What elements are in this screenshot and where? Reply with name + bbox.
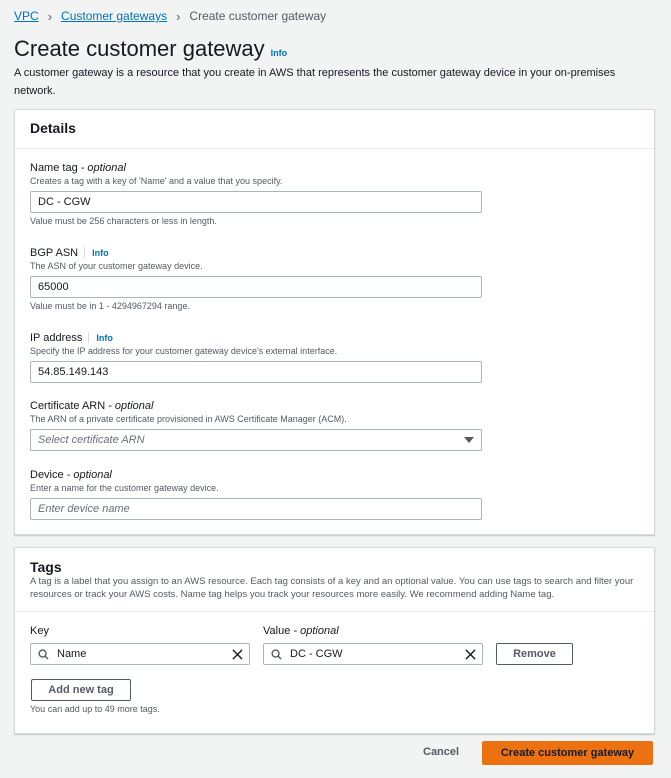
page-title: Create customer gateway <box>14 36 265 61</box>
caret-down-icon <box>464 437 474 443</box>
tags-panel <box>14 547 655 734</box>
bgp-asn-field <box>30 245 482 311</box>
ip-address-hint: Specify the IP address for your customer gateway device's external interface. <box>30 346 338 356</box>
divider <box>84 247 85 258</box>
chevron-right-icon: › <box>47 8 53 24</box>
breadcrumb-current: Create customer gateway <box>189 9 327 23</box>
close-icon[interactable] <box>465 649 476 660</box>
tags-limit-text: You can add up to 49 more tags. <box>30 704 160 714</box>
certificate-arn-hint: The ARN of a private certificate provisioned in AWS Certificate Manager (ACM). <box>30 414 347 424</box>
name-tag-label: Name tag <box>30 161 78 174</box>
bgp-asn-info-link[interactable]: Info <box>92 247 109 258</box>
chevron-right-icon: › <box>176 8 181 24</box>
info-link[interactable]: Info <box>270 48 288 58</box>
ip-address-info-link[interactable]: Info <box>96 332 113 343</box>
tag-value-input[interactable] <box>263 643 483 665</box>
name-tag-hint: Creates a tag with a key of 'Name' and a value that you specify. <box>30 176 283 186</box>
create-customer-gateway-button[interactable]: Create customer gateway <box>482 741 653 765</box>
tag-value-label: Value - optional <box>263 625 339 637</box>
cancel-button[interactable]: Cancel <box>423 746 460 758</box>
device-input[interactable]: Enter device name <box>30 498 482 520</box>
ip-address-field <box>30 330 482 383</box>
add-new-tag-button[interactable]: Add new tag <box>31 679 131 701</box>
certificate-arn-label: Certificate ARN <box>30 399 106 412</box>
ip-address-label: IP address <box>30 331 83 344</box>
certificate-arn-placeholder: Select certificate ARN <box>38 434 145 446</box>
details-header <box>15 110 654 149</box>
name-tag-optional: - optional <box>80 161 126 174</box>
details-panel <box>14 109 655 535</box>
bgp-asn-hint: The ASN of your customer gateway device. <box>30 261 203 271</box>
certificate-arn-select[interactable] <box>30 429 482 451</box>
bgp-asn-help: Value must be in 1 - 4294967294 range. <box>30 301 190 311</box>
bgp-asn-input[interactable]: 65000 <box>30 276 482 298</box>
close-icon[interactable] <box>232 649 243 660</box>
name-tag-help: Value must be 256 characters or less in length. <box>30 216 217 226</box>
remove-tag-button[interactable]: Remove <box>496 643 573 665</box>
breadcrumb-vpc[interactable]: VPC <box>14 9 39 23</box>
device-label: Device <box>30 468 64 481</box>
tag-key-input[interactable] <box>30 643 250 665</box>
name-tag-input[interactable]: DC - CGW <box>30 191 482 213</box>
search-icon <box>271 649 282 660</box>
certificate-arn-field <box>30 398 482 451</box>
breadcrumb <box>14 8 326 24</box>
certificate-arn-optional: - optional <box>108 399 154 412</box>
device-optional: - optional <box>66 468 112 481</box>
tags-header <box>15 548 654 612</box>
search-icon <box>38 649 49 660</box>
details-heading: Details <box>30 120 76 136</box>
ip-address-input[interactable]: 54.85.149.143 <box>30 361 482 383</box>
tags-description: A tag is a label that you assign to an AWS resource. Each tag consists of a key and an optional value. You can use tags to search and filter your resources or track your AWS costs. Name tag helps you track your resources more easily. We recommend adding Name tag. <box>30 576 634 600</box>
page-description: A customer gateway is a resource that you create in AWS that represents the customer gateway device in your on-premises network. <box>14 67 616 97</box>
bgp-asn-label: BGP ASN <box>30 246 79 259</box>
divider <box>88 332 89 343</box>
tags-heading: Tags <box>30 559 62 575</box>
tag-key-value: Name <box>57 648 87 660</box>
tag-key-label: Key <box>30 625 49 637</box>
tag-value-value: DC - CGW <box>290 648 343 660</box>
device-hint: Enter a name for the customer gateway device. <box>30 483 219 493</box>
page-header <box>14 36 287 62</box>
name-tag-field <box>30 160 482 226</box>
breadcrumb-customer-gateways[interactable]: Customer gateways <box>61 9 168 23</box>
device-field <box>30 467 482 520</box>
